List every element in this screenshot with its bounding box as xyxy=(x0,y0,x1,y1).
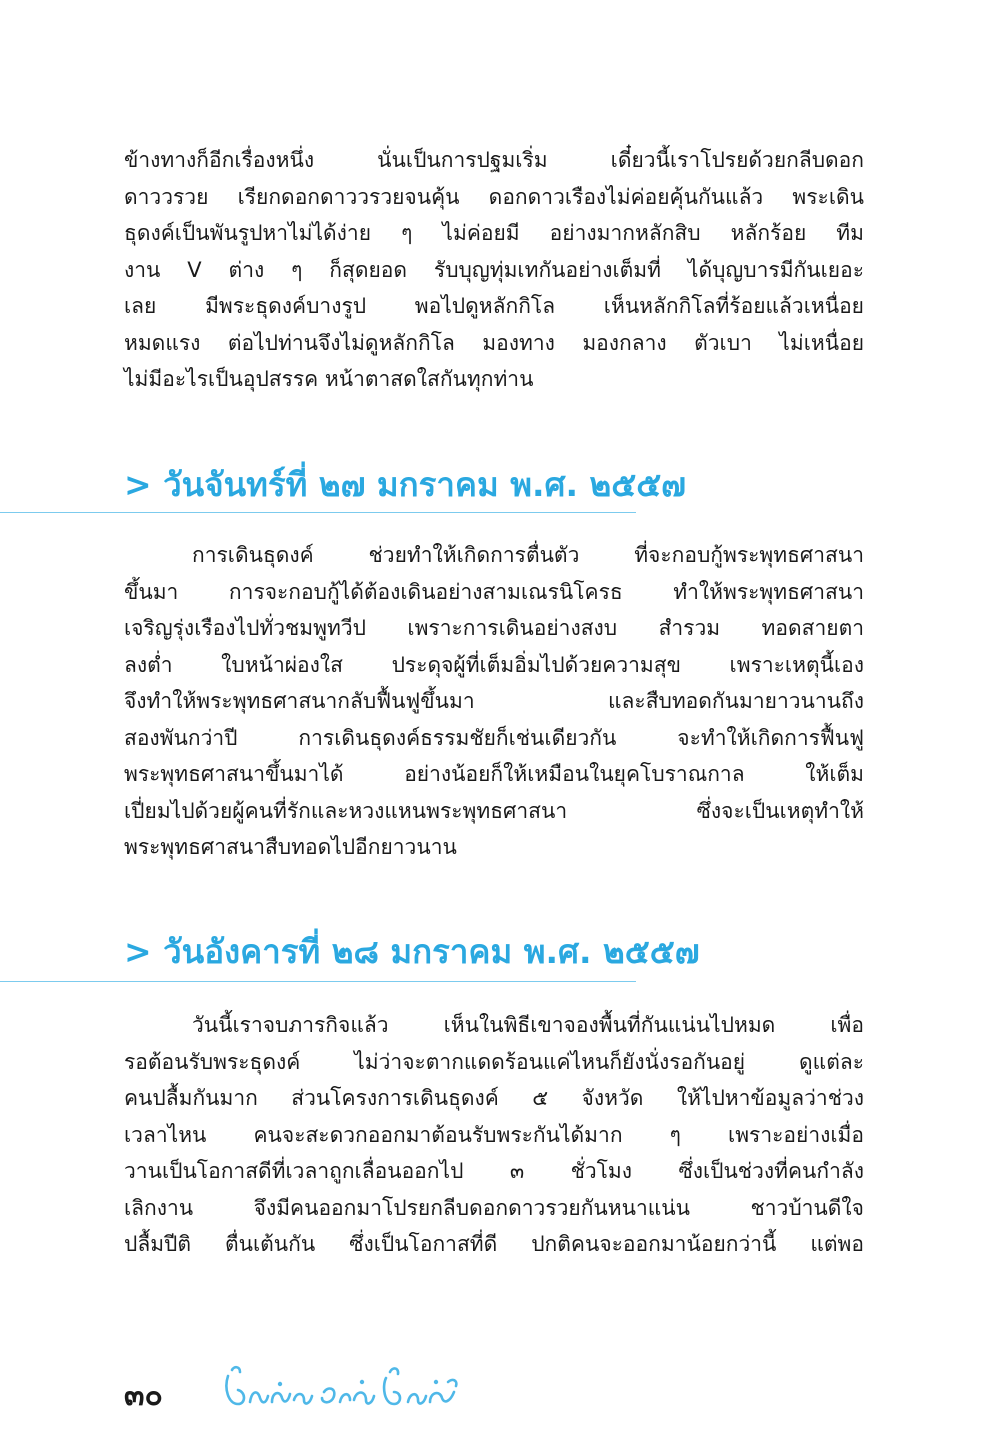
paragraph-2 xyxy=(124,537,864,866)
paragraph-line: จึงทำให้พระพุทธศาสนากลับฟื้นฟูขึ้นมา และสืบทอดกันมายาวนานถึง xyxy=(124,689,864,713)
paragraph-line: ข้างทางก็อีกเรื่องหนึ่ง นั่นเป็นการปฐมเริ่ม เดี๋ยวนี้เราโปรยด้วยกลีบดอก xyxy=(124,148,864,172)
paragraph-line: ปลื้มปีติ ตื่นเต้นกัน ซึ่งเป็นโอกาสที่ดี ปกติคนจะออกมาน้อยกว่านี้ แต่พอ xyxy=(124,1232,864,1256)
paragraph-3 xyxy=(124,1007,864,1263)
paragraph-line: เลิกงาน จึงมีคนออกมาโปรยกลีบดอกดาวรวยกันหนาแน่น ชาวบ้านดีใจ xyxy=(124,1195,864,1220)
handwritten-title-logo-icon xyxy=(222,1364,462,1414)
heading-underline xyxy=(0,512,636,513)
paragraph-1 xyxy=(124,142,864,398)
paragraph-line: พระพุทธศาสนาขึ้นมาได้ อย่างน้อยก็ให้เหมือนในยุคโบราณกาล ให้เต็ม xyxy=(124,762,864,786)
paragraph-line: ขึ้นมา การจะกอบกู้ได้ต้องเดินอย่างสามเณรนิโครธ ทำให้พระพุทธศาสนา xyxy=(124,579,864,604)
paragraph-line: ไม่มีอะไรเป็นอุปสรรค หน้าตาสดใสกันทุกท่าน xyxy=(124,367,534,391)
paragraph-line: วันนี้เราจบภารกิจแล้ว เห็นในพิธีเขาจองพื้นที่กันแน่นไปหมด เพื่อ xyxy=(192,1013,864,1037)
page-number: ๓๐ xyxy=(124,1378,163,1413)
paragraph-line: เจริญรุ่งเรืองไปทั่วชมพูทวีป เพราะการเดินอย่างสงบ สำรวม ทอดสายตา xyxy=(124,616,864,640)
heading-underline xyxy=(0,981,636,982)
paragraph-line: สองพันกว่าปี การเดินธุดงค์ธรรมชัยก็เช่นเดียวกัน จะทำให้เกิดการฟื้นฟู xyxy=(124,725,864,750)
paragraph-line: รอต้อนรับพระธุดงค์ ไม่ว่าจะตากแดดร้อนแค่ไหนก็ยังนั่งรอกันอยู่ ดูแต่ละ xyxy=(124,1049,864,1074)
paragraph-line: ธุดงค์เป็นพันรูปหาไม่ได้ง่าย ๆ ไม่ค่อยมี อย่างมากหลักสิบ หลักร้อย ทีม xyxy=(124,221,864,245)
section-heading-monday: > วันจันทร์ที่ ๒๗ มกราคม พ.ศ. ๒๕๕๗ xyxy=(124,465,686,504)
paragraph-line: ดาววรวย เรียกดอกดาววรวยจนคุ้น ดอกดาวเรืองไม่ค่อยคุ้นกันแล้ว พระเดิน xyxy=(124,184,864,209)
paragraph-line: เวลาไหน คนจะสะดวกออกมาต้อนรับพระกันได้มาก ๆ เพราะอย่างเมื่อ xyxy=(124,1122,864,1147)
section-heading-tuesday: > วันอังคารที่ ๒๘ มกราคม พ.ศ. ๒๕๕๗ xyxy=(124,932,700,971)
paragraph-line: วานเป็นโอกาสดีที่เวลาถูกเลื่อนออกไป ๓ ชั่วโมง ซึ่งเป็นช่วงที่คนกำลัง xyxy=(124,1159,864,1183)
paragraph-line: พระพุทธศาสนาสืบทอดไปอีกยาวนาน xyxy=(124,835,457,859)
paragraph-line: การเดินธุดงค์ ช่วยทำให้เกิดการตื่นตัว ที่จะกอบกู้พระพุทธศาสนา xyxy=(192,543,864,567)
paragraph-line: เปี่ยมไปด้วยผู้คนที่รักและหวงแหนพระพุทธศาสนา ซึ่งจะเป็นเหตุทำให้ xyxy=(124,798,864,823)
paragraph-line: หมดแรง ต่อไปท่านจึงไม่ดูหลักกิโล มองทาง มองกลาง ตัวเบา ไม่เหนื่อย xyxy=(124,330,864,355)
paragraph-line: งาน V ต่าง ๆ ก็สุดยอด รับบุญทุ่มเทกันอย่างเต็มที่ ได้บุญบารมีกันเยอะ xyxy=(124,257,864,282)
paragraph-line: คนปลื้มกันมาก ส่วนโครงการเดินธุดงค์ ๕ จังหวัด ให้ไปหาข้อมูลว่าช่วง xyxy=(124,1086,864,1110)
paragraph-line: เลย มีพระธุดงค์บางรูป พอไปดูหลักกิโล เห็นหลักกิโลที่ร้อยแล้วเหนื่อย xyxy=(124,294,864,318)
paragraph-line: ลงต่ำ ใบหน้าผ่องใส ประดุจผู้ที่เต็มอิ่มไปด้วยความสุข เพราะเหตุนี้เอง xyxy=(124,652,864,677)
